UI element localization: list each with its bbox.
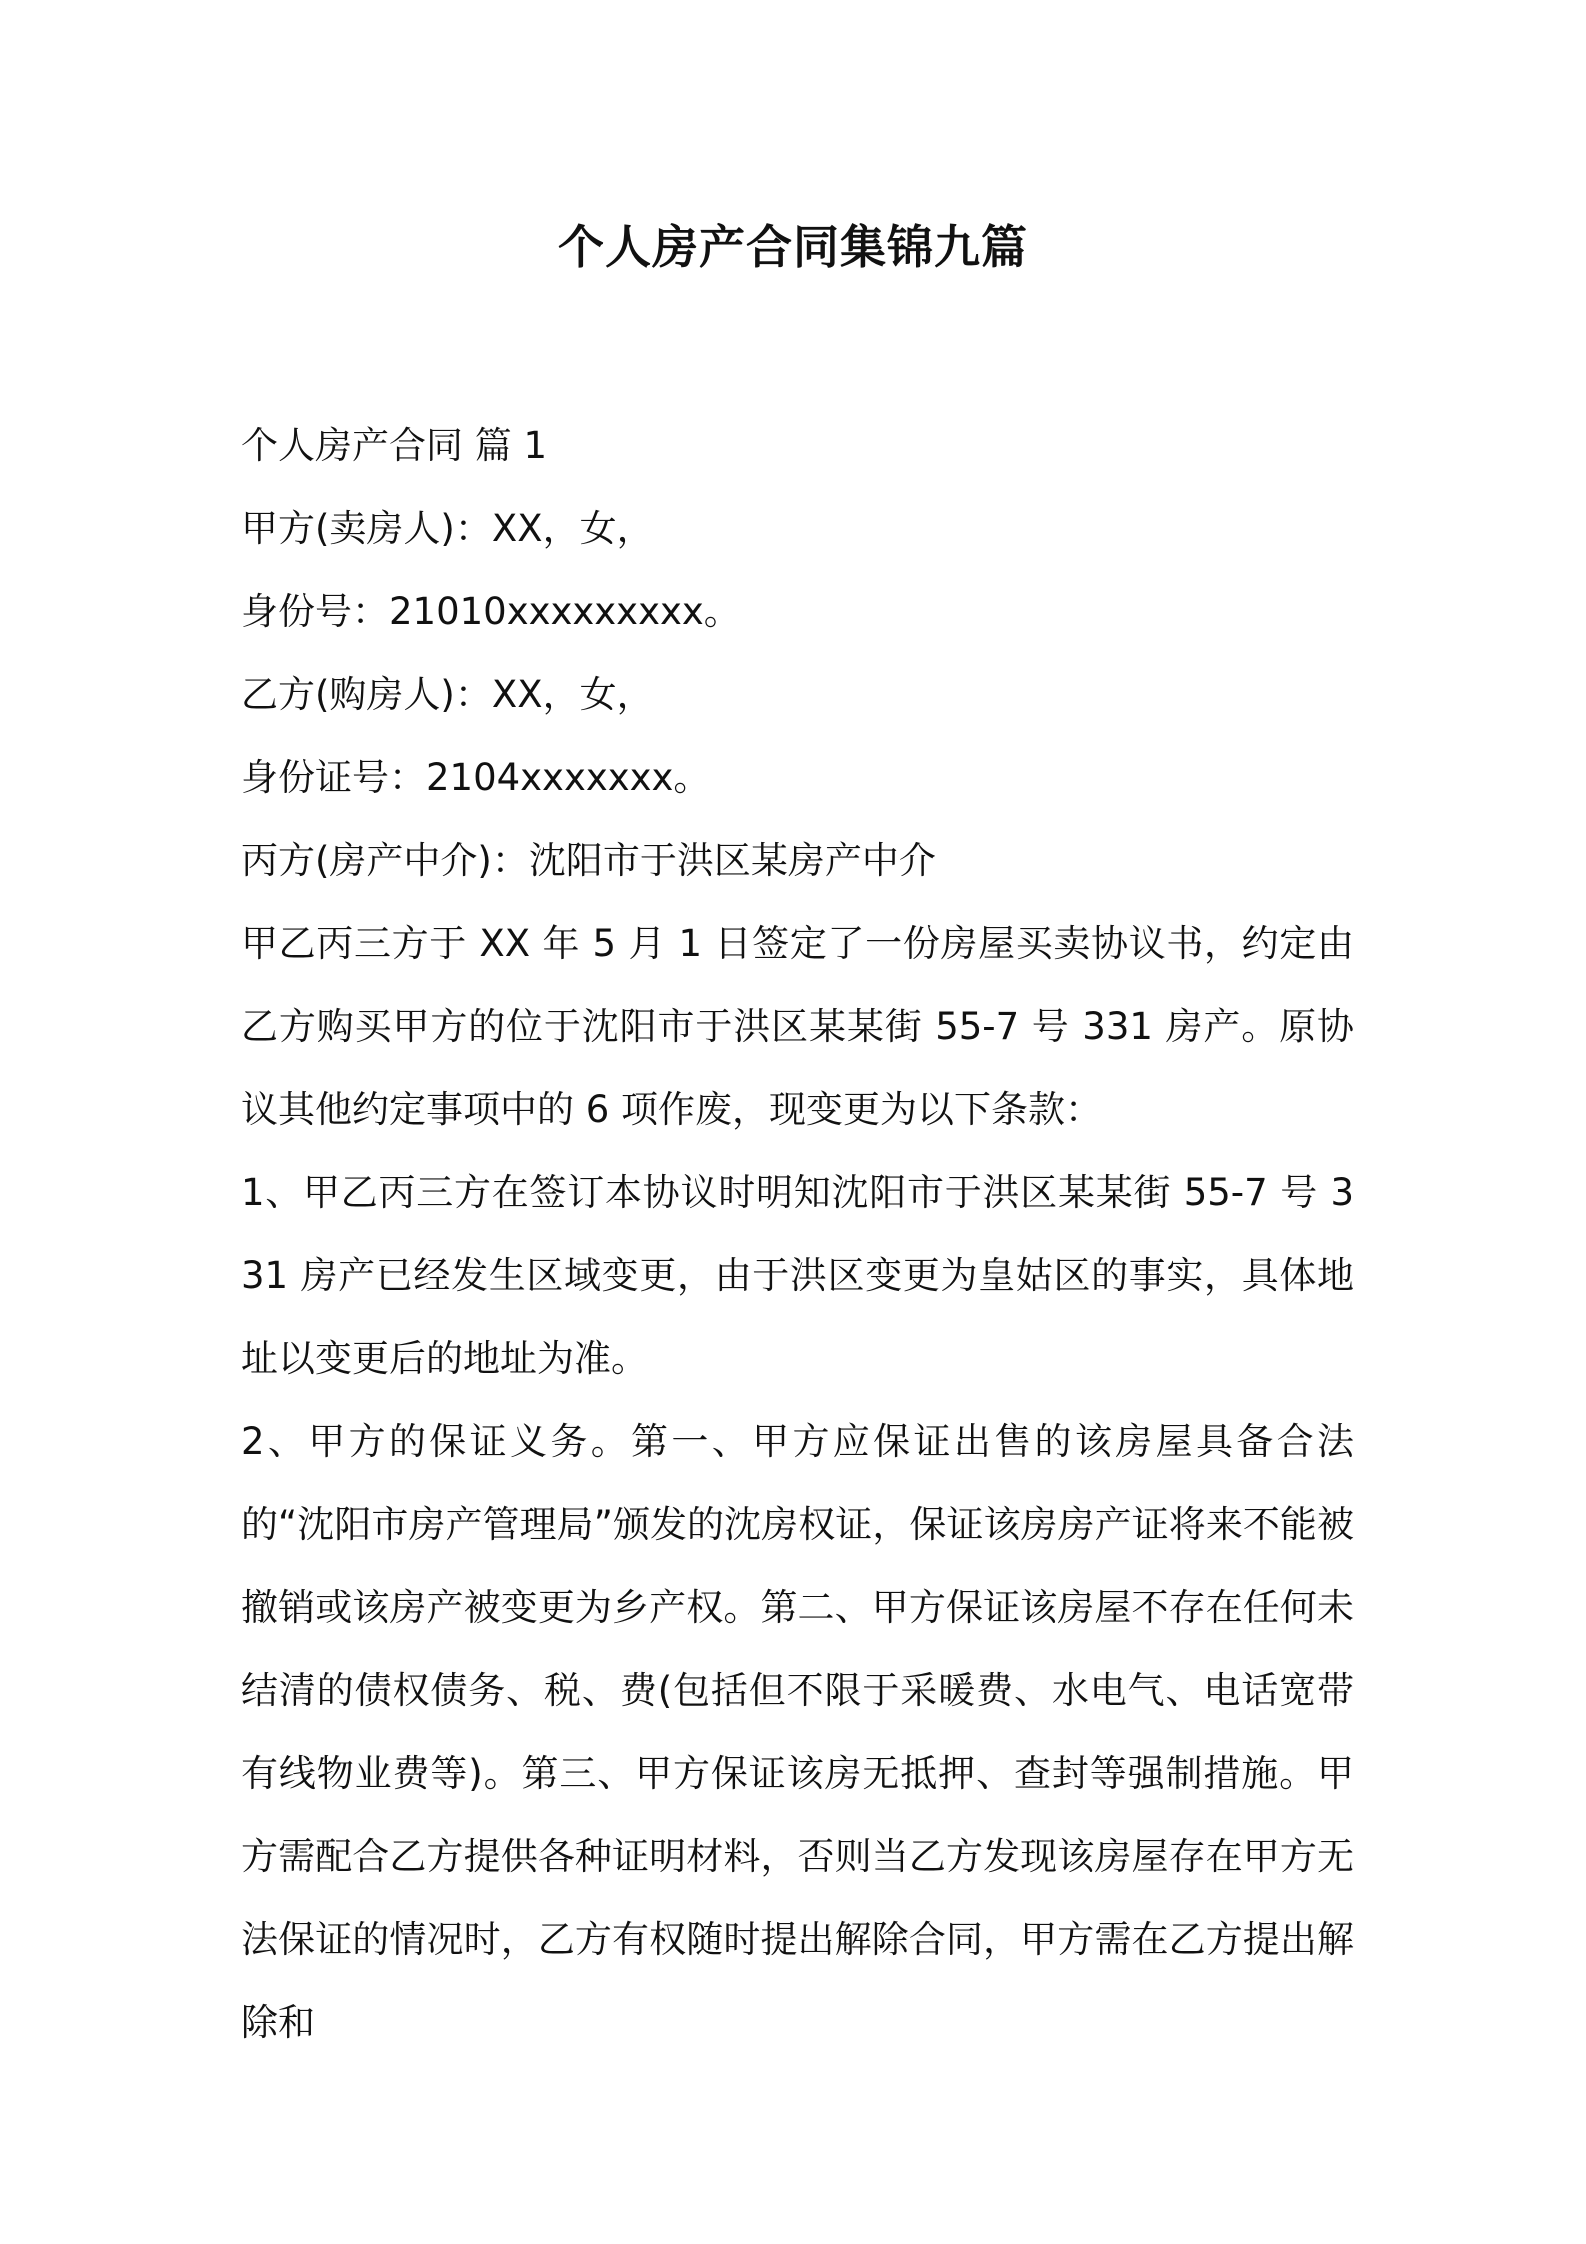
document-body [241, 404, 1354, 2064]
clause-1-paragraph: 1、甲乙丙三方在签订本协议时明知沈阳市于洪区某某街 55-7 号 331 房产已经发生区域变更，由于洪区变更为皇姑区的事实，具体地址以变更后的地址为准。 [241, 1171, 1354, 1380]
party-b-line: 乙方(购房人)：XX，女， [241, 673, 654, 716]
party-a-line: 甲方(卖房人)：XX，女， [241, 507, 654, 550]
party-c-line: 丙方(房产中介)：沈阳市于洪区某房产中介 [241, 839, 936, 882]
clause-2-paragraph: 2、甲方的保证义务。第一、甲方应保证出售的该房屋具备合法的“沈阳市房产管理局”颁发的沈房权证，保证该房房产证将来不能被撤销或该房产被变更为乡产权。第二、甲方保证该房屋不存在任何未结清的债权债务、税、费(包括但不限于采暖费、水电气、电话宽带有线物业费等)。第三、甲方保证该房无抵押、查封等强制措施。甲方需配合乙方提供各种证明材料，否则当乙方发现该房屋存在甲方无法保证的情况时，乙方有权随时提出解除合同，甲方需在乙方提出解除和 [241, 1420, 1354, 2044]
party-b-id-line: 身份证号：2104xxxxxxx。 [241, 756, 711, 799]
section-heading: 个人房产合同 篇 1 [241, 424, 548, 467]
party-a-id-line: 身份号：21010xxxxxxxxx。 [241, 590, 741, 633]
intro-paragraph: 甲乙丙三方于 XX 年 5 月 1 日签定了一份房屋买卖协议书，约定由乙方购买甲方的位于沈阳市于洪区某某街 55-7 号 331 房产。原协议其他约定事项中的 6 项作废，现变更为以下条款： [241, 922, 1354, 1131]
document-title: 个人房产合同集锦九篇 [558, 220, 1028, 274]
